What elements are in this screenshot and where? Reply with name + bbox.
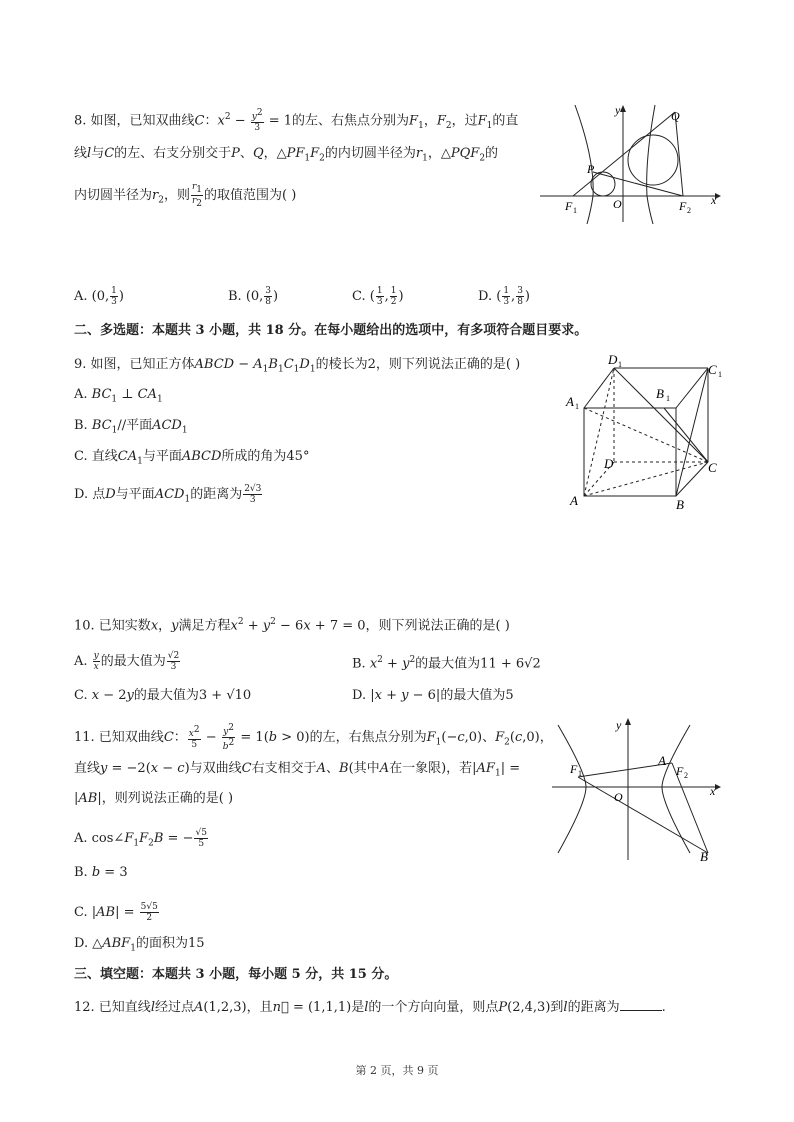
q11-fig-F2: F [676, 764, 684, 778]
q8-line1-d: 的直 [492, 113, 519, 129]
svg-text:1: 1 [575, 402, 579, 411]
svg-text:1: 1 [618, 360, 622, 369]
q10-stem-c: ，则下列说法正确的是( ) [365, 618, 510, 634]
q8-opt-b-label: B. [228, 289, 242, 304]
q11-fig-x: x [710, 784, 716, 798]
q11-line2-c: 右支相交于 [251, 761, 317, 776]
q9-fig-D: D [604, 456, 614, 471]
q10-option-a: A. $\frac{y}{x}$ 的最大值为 $\frac{√2}{3}$ [74, 651, 180, 672]
q11-opt-d-b: 的面积为15 [135, 936, 205, 951]
svg-text:1: 1 [573, 206, 577, 215]
q11-option-a: A. $\cos\angle F_1F_2B$ = − $\frac{√5}{5}$ [74, 828, 207, 849]
q8-line3-a: 内切圆半径为 [74, 187, 153, 203]
q8-fig-O: O [613, 197, 622, 211]
q11-fig-B: B [700, 849, 708, 864]
q9-fig-D1: D [608, 352, 618, 367]
q11-opt-d-a: D. △ [74, 936, 103, 951]
q10-opt-a-text: 的最大值为 [100, 654, 166, 669]
q11-fig-F1: F [570, 762, 578, 776]
q8-fig-x: x [711, 193, 717, 207]
section-3-heading: 三、填空题：本题共 3 小题，每小题 5 分，共 15 分。 [74, 967, 398, 982]
q8-line2-a: 线 [74, 146, 88, 161]
q9-stem: 9. 如图，已知正方体ABCD − $A_1B_1C_1D_1$的棱长为2，则下列说法正确的是( ) [74, 357, 521, 375]
q8-fig-F1: F [565, 199, 573, 213]
q9-stem-c: 2 [367, 357, 376, 372]
section-2-heading: 二、多选题：本题共 3 小题，共 18 分。在每小题给出的选项中，有多项符合题目要求。 [74, 323, 588, 338]
svg-text:1: 1 [578, 769, 582, 778]
q10-opt-b-label: B. [352, 656, 370, 672]
q12-c: ，且 [246, 1000, 273, 1015]
q8-line2: 线l与C的左、右支分别交于P、Q，$\triangle PF_1F_2$的内切圆半径为$r_1$，$\triangle PQF_2$的 [74, 146, 499, 164]
q10-opt-d-text: 的最大值为5 [440, 688, 514, 703]
q9-fig-C1: C [708, 362, 717, 377]
q11-fig-O: O [614, 790, 623, 804]
q9-opt-d-c: 的距离为 [190, 487, 243, 502]
q9-stem-d: ，则下列说法正确的是( ) [375, 357, 521, 372]
q8-line1-b: 的左、右焦点分别为 [292, 113, 410, 129]
q8-line3-c: 的取值范围为( ) [204, 187, 297, 203]
q12-stem: 12. 已知直线l经过点A(1,2,3)，且n⃗ = (1,1,1)是l的一个方向向量，则点P(2,4,3)到l的距离为 . [74, 1000, 666, 1015]
q12-h: . [661, 1000, 666, 1015]
q9-cube-figure [562, 350, 732, 515]
q11-option-d: D. $\triangle ABF_1$的面积为15 [74, 936, 205, 954]
q9-fig-C: C [708, 460, 717, 475]
q12-answer-blank[interactable] [620, 998, 662, 1011]
q8-option-c: C. ( $\frac{1}{3}$ , $\frac{1}{2}$ ) [352, 286, 404, 307]
q11-opt-c-label: C. [74, 905, 92, 920]
q9-stem-a: 9. 如图，已知正方体 [74, 357, 195, 372]
q9-opt-a-label: A. [74, 387, 92, 402]
q10-opt-d-label: D. [352, 688, 371, 703]
q11-option-b: B. b = 3 [74, 865, 128, 880]
q8-fig-Q: Q [671, 109, 680, 123]
q9-fig-B1: B [656, 386, 664, 401]
q11-line2: 直线y = −2(x − c)与双曲线C右支相交于A、B(其中A在一象限)，若$|AF_1|$ = [74, 761, 521, 779]
q8-fig-P: P [587, 162, 595, 176]
q11-line3-a: ，则列说法正确的是( ) [101, 791, 234, 806]
q11-hyperbola-figure [550, 715, 725, 865]
q11-line1-a: 11. 已知双曲线 [74, 730, 164, 745]
svg-text:1: 1 [666, 394, 670, 403]
q12-g: 的距离为 [567, 1000, 620, 1015]
q8-option-d: D. ( $\frac{1}{3}$ , $\frac{3}{8}$ ) [478, 286, 530, 307]
q10-opt-a-label: A. [74, 654, 92, 669]
q12-f: 到 [550, 1000, 564, 1015]
q12-d: 是 [351, 1000, 365, 1015]
q8-line1-c: ，过 [451, 113, 478, 129]
q9-stem-b: 的棱长为 [315, 357, 368, 372]
q10-option-c: C. x − 2y的最大值为3 + √10 [74, 688, 252, 703]
q8-option-b: B. (0, $\frac{3}{8}$ ) [228, 286, 279, 307]
q11-opt-a-label: A. cos∠ [74, 831, 125, 846]
q11-line2-b: 与双曲线 [189, 761, 242, 776]
q8-line2-c: 的左、右支分别交于 [114, 146, 232, 161]
q12-a: 12. 已知直线 [74, 1000, 151, 1015]
q9-opt-d-a: D. 点 [74, 487, 106, 502]
q9-option-b: B. $BC_1//$平面$ACD_1$ [74, 418, 188, 436]
q10-stem-a: 10. 已知实数 [74, 618, 151, 634]
q8-line3-b: ，则 [163, 187, 190, 203]
q10-opt-b-text: 的最大值为11 + 6 [415, 656, 525, 672]
q8-fig-y: y [615, 103, 621, 117]
q12-e: 的一个方向向量，则点 [368, 1000, 499, 1015]
q9-opt-b-text: 平面 [126, 418, 153, 433]
q8-line2-d: ， [263, 146, 277, 161]
q11-line3: |AB|，则列说法正确的是( ) [74, 791, 234, 806]
q10-opt-c-text: 的最大值为3 + [133, 688, 227, 703]
q9-opt-d-b: 与平面 [115, 487, 155, 502]
q8-line1: 8. 如图，已知双曲线C：$x^2$ − $\frac{y^2}{3}$ = 1的左、右焦点分别为$F_1$，$F_2$，过$F_1$的直 [74, 108, 519, 134]
q9-opt-c-a: C. 直线 [74, 449, 118, 464]
q11-line2-a: 直线 [74, 761, 101, 776]
q8-option-a: A. (0, $\frac{1}{3}$ ) [74, 286, 124, 307]
q8-line3: 内切圆半径为$r_2$，则 $\frac{r_1}{r_2}$ 的取值范围为( ) [74, 182, 297, 209]
q8-fig-F2: F [679, 199, 687, 213]
q11-option-c: C. |AB| = $\frac{5√5}{2}$ [74, 902, 158, 923]
q10-opt-c-label: C. [74, 688, 92, 703]
q11-line1-b: 的左，右焦点分别为 [309, 730, 427, 745]
q9-option-a: A. $BC_1$ ⊥ $CA_1$ [74, 387, 163, 405]
q11-line2-d: (其中 [348, 761, 380, 776]
q9-opt-c-c: 所成的角为45° [221, 449, 310, 464]
q9-opt-b-label: B. [74, 418, 92, 433]
q9-option-c: C. 直线$CA_1$与平面ABCD所成的角为45° [74, 449, 310, 467]
q8-opt-a-label: A. [74, 289, 88, 304]
q11-line2-e: 在一象限)，若 [389, 761, 473, 776]
q10-stem-b: 满足方程 [178, 618, 231, 634]
q11-line1: 11. 已知双曲线C： $\frac{x^2}{5}$ − $\frac{y^2}{b^2}$ = 1(b > 0)的左，右焦点分别为$F_1(-c,0)$、$F_2(c,0)$， [74, 723, 553, 752]
q9-opt-c-b: 与平面 [142, 449, 182, 464]
q10-option-b: B. $x^2 + y^2$的最大值为11 + 6√2 [352, 655, 541, 672]
svg-text:2: 2 [687, 206, 691, 215]
q9-fig-A1: A [566, 394, 574, 409]
q8-opt-d-label: D. [478, 289, 493, 304]
q11-fig-y: y [616, 718, 622, 732]
q8-opt-c-label: C. [352, 289, 366, 304]
q10-option-d: D. |x + y − 6|的最大值为5 [352, 688, 514, 703]
q9-option-d: D. 点D与平面$ACD_1$的距离为 $\frac{2√3}{3}$ [74, 484, 262, 505]
q9-fig-A: A [570, 493, 578, 508]
q8-line2-e: 的内切圆半径为 [324, 146, 416, 161]
page-footer: 第 2 页，共 9 页 [355, 1064, 439, 1077]
q11-fig-A: A [658, 753, 666, 768]
q12-b: 经过点 [154, 1000, 194, 1015]
q9-fig-B: B [676, 497, 684, 512]
q10-stem: 10. 已知实数x，y满足方程$x^2 + y^2 - 6x + 7 = 0$，则下列说法正确的是( ) [74, 617, 510, 634]
q8-line2-b: 与 [91, 146, 105, 161]
svg-text:2: 2 [684, 771, 688, 780]
q8-line1-a: 8. 如图，已知双曲线 [74, 113, 195, 129]
q11-opt-b-label: B. [74, 865, 92, 880]
svg-text:1: 1 [718, 370, 722, 379]
q8-hyperbola-figure [535, 100, 725, 225]
